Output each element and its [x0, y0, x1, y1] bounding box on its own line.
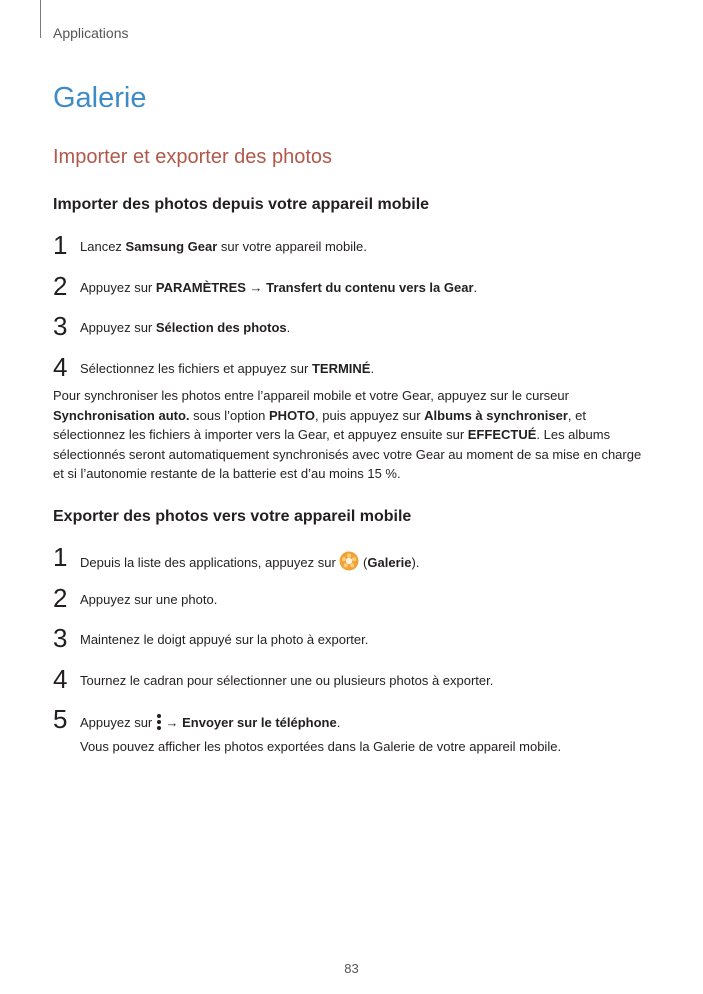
step-number: 1: [53, 230, 68, 260]
import-subtitle: Importer des photos depuis votre appareil mobile: [53, 196, 430, 213]
step-number: 5: [53, 704, 68, 734]
import-step-4: [53, 353, 653, 383]
step-number: 2: [53, 271, 68, 301]
export-step-3: [53, 624, 653, 654]
export-step-5: [53, 705, 653, 735]
step-text: Appuyez sur → Envoyer sur le téléphone.: [80, 713, 340, 735]
step-number: 4: [53, 664, 68, 694]
step-number: 3: [53, 311, 68, 341]
import-step-1: [53, 231, 653, 261]
step-text: Tournez le cadran pour sélectionner une ou plusieurs photos à exporter.: [80, 673, 494, 688]
chapter-title: Galerie: [53, 82, 147, 114]
step-number: 2: [53, 583, 68, 613]
section-label: Applications: [53, 25, 129, 41]
export-step-2: [53, 584, 653, 614]
step-text: Depuis la liste des applications, appuyez sur (Galerie).: [80, 551, 419, 575]
import-step-3: [53, 312, 653, 342]
step-text: Appuyez sur une photo.: [80, 592, 218, 607]
export-subtitle: Exporter des photos vers votre appareil mobile: [53, 508, 412, 525]
export-note: Vous pouvez afficher les photos exportées dans la Galerie de votre appareil mobile.: [80, 739, 562, 754]
step-number: 1: [53, 542, 68, 572]
step-text: Appuyez sur PARAMÈTRES → Transfert du contenu vers la Gear.: [80, 280, 478, 295]
page-number: 83: [344, 961, 359, 976]
step-text: Maintenez le doigt appuyé sur la photo à exporter.: [80, 632, 369, 647]
step-text: Appuyez sur Sélection des photos.: [80, 320, 291, 335]
step-text: Sélectionnez les fichiers et appuyez sur TERMINÉ.: [80, 361, 375, 376]
import-step-2: [53, 272, 653, 302]
export-step-4: [53, 665, 653, 695]
gallery-app-icon: [339, 551, 359, 575]
step-number: 3: [53, 623, 68, 653]
header-rule: [40, 0, 41, 38]
step-number: 4: [53, 352, 68, 382]
topic-title: Importer et exporter des photos: [53, 146, 333, 168]
step-text: Lancez Samsung Gear sur votre appareil mobile.: [80, 239, 367, 254]
export-step-1: [53, 543, 653, 573]
sync-paragraph: Pour synchroniser les photos entre l’appareil mobile et votre Gear, appuyez sur le curseur Synchronisation auto. sous l’option PHOTO, puis appuyez sur Albums à synchroniser, et sélectionnez les fichiers à importer vers la Gear, et appuyez ensuite sur EFFECTUÉ. Les albums sélectionnés seront automatiquement synchronisés avec votre Gear au moment de sa mise en charge et si l’autonomie restante de la batterie est d’au moins 15 %.: [53, 388, 642, 481]
